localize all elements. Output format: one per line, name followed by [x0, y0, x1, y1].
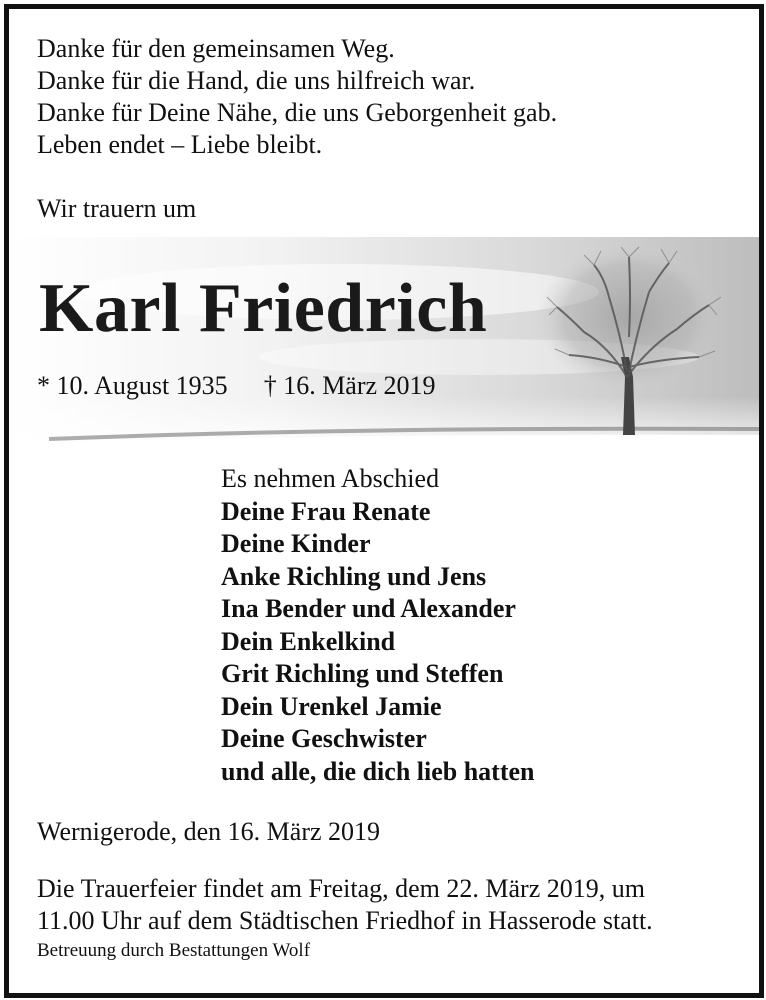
family-member: und alle, die dich lieb hatten — [221, 756, 535, 786]
family-member: Ina Bender und Alexander — [221, 594, 516, 623]
family-member: Dein Enkelkind — [221, 626, 396, 656]
undertaker-credit: Betreuung durch Bestattungen Wolf — [37, 940, 311, 961]
family-list — [221, 463, 535, 788]
mourning-line: Wir trauern um — [37, 194, 197, 223]
poem-line: Danke für Deine Nähe, die uns Geborgenheit gab. — [37, 98, 558, 127]
poem-line: Danke für den gemeinsamen Weg. — [37, 34, 395, 63]
service-line: 11.00 Uhr auf dem Städtischen Friedhof in Hasserode statt. — [37, 906, 653, 935]
family-member: Deine Kinder — [221, 529, 371, 558]
family-member: Dein Urenkel Jamie — [221, 691, 442, 721]
poem — [37, 33, 557, 161]
birth-date: * 10. August 1935 — [37, 371, 228, 400]
service-line: Die Trauerfeier findet am Freitag, dem 22. März 2019, um — [37, 874, 645, 903]
poem-line: Danke für die Hand, die uns hilfreich war. — [37, 66, 476, 95]
obituary-notice — [4, 4, 764, 998]
family-member: Grit Richling und Steffen — [221, 659, 504, 688]
funeral-service-info — [37, 873, 653, 937]
family-intro: Es nehmen Abschied — [221, 464, 440, 493]
deceased-name: Karl Friedrich — [39, 270, 488, 347]
family-member: Deine Geschwister — [221, 724, 427, 753]
death-date: † 16. März 2019 — [263, 371, 436, 400]
family-member: Anke Richling und Jens — [221, 561, 487, 591]
life-dates — [37, 371, 436, 401]
family-member: Deine Frau Renate — [221, 496, 431, 526]
poem-line: Leben endet – Liebe bleibt. — [37, 130, 323, 159]
place-date: Wernigerode, den 16. März 2019 — [37, 817, 381, 846]
